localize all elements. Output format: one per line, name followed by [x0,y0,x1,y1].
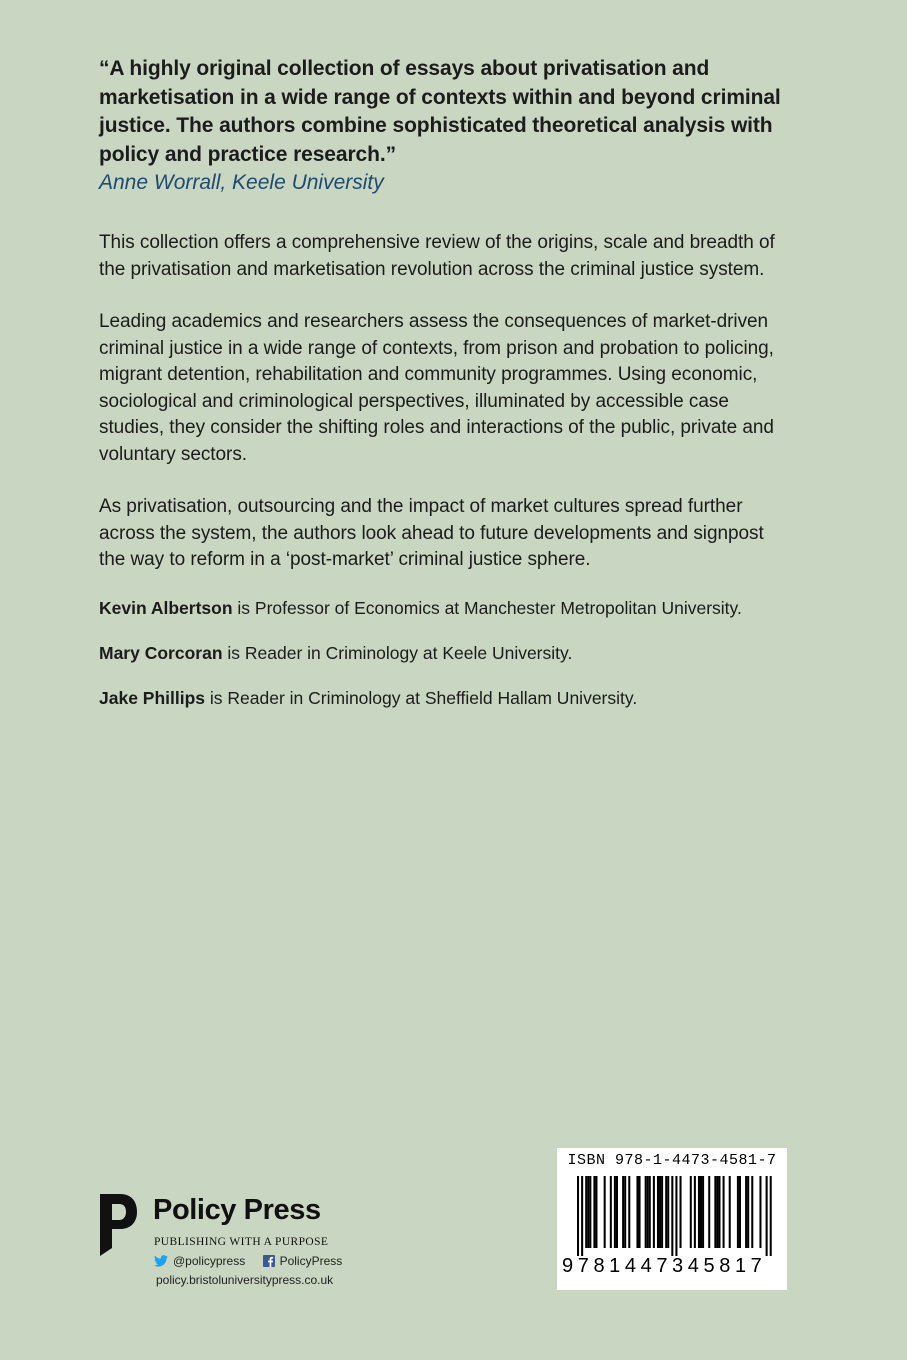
description-paragraph: As privatisation, outsourcing and the impact of market cultures spread further across the system, the authors look ahead to future developments and signpost the way to reform in a ‘post-market’ criminal justice sphere. [99,496,764,570]
barcode-bar [639,1176,641,1248]
barcode-bar [622,1176,624,1248]
endorsement-quote-block [99,55,819,197]
publisher-tagline: PUBLISHING WITH A PURPOSE [154,1236,329,1248]
barcode-bar [649,1176,651,1248]
barcode-bar [661,1176,663,1248]
publisher-name: Policy Press [153,1194,321,1226]
barcode-bar [647,1176,649,1248]
barcode-bar [671,1176,673,1256]
barcode-bar [680,1176,682,1248]
barcode-bar [636,1176,638,1248]
barcode-bar [585,1176,587,1248]
barcode-bar [645,1176,647,1248]
publisher-website[interactable]: policy.bristoluniversitypress.co.uk [156,1273,334,1287]
description-paragraph: Leading academics and researchers assess the consequences of market-driven criminal justice in a wide range of contexts, from prison and probation to policing, migrant detention, rehabilitation and community programmes. Using economic, sociological and criminological perspectives, illuminated by accessible case studies, they consider the shifting roles and interactions of the public, private and voluntary sectors. [99,311,774,465]
barcode-bar [624,1176,626,1248]
barcode-bar [587,1176,589,1248]
endorsement-attribution: Anne Worrall, Keele University [99,171,384,194]
editor-bio-text: is Reader in Criminology at Keele University. [222,642,573,663]
facebook-icon [263,1255,275,1267]
barcode-bar [665,1176,667,1248]
barcode-bar [714,1176,716,1248]
barcode-bar [659,1176,661,1248]
barcode-bar [595,1176,597,1248]
endorsement-quote: “A highly original collection of essays about privatisation and marketisation in a wide range of contexts within and beyond criminal justice. The authors combine sophisticated theoretical analysis with policy and practice research.” [99,57,781,166]
editor-bio [99,641,789,665]
barcode-bar [610,1176,612,1248]
barcode-bar [737,1176,739,1248]
barcode-bar [700,1176,702,1248]
barcode-bar [708,1176,710,1248]
barcode-bar [739,1176,741,1248]
barcode-bar [745,1176,747,1248]
barcode-bar [667,1176,669,1248]
barcode-bar [653,1176,655,1248]
barcode-bar [770,1176,772,1256]
barcode-bar [614,1176,616,1248]
facebook-handle: PolicyPress [279,1254,343,1268]
editor-bio-text: is Professor of Economics at Manchester Metropolitan University. [232,597,742,618]
barcode-bar [723,1176,725,1248]
book-description [99,230,789,731]
barcode-bar [616,1176,618,1248]
barcode-bar [657,1176,659,1248]
barcode-bar [589,1176,591,1248]
publisher-logo [98,1192,398,1292]
isbn-label: ISBN 978-1-4473-4581-7 [567,1152,777,1169]
barcode-bars [565,1176,779,1256]
barcode-bar [593,1176,595,1248]
barcode-bar [694,1176,696,1248]
barcode-bar [751,1176,753,1248]
barcode-bar [577,1176,579,1256]
isbn-barcode [557,1148,787,1290]
barcode-bar [718,1176,720,1248]
barcode-bar [581,1176,583,1256]
twitter-handle: @policypress [173,1254,246,1268]
editor-name: Jake Phillips [99,687,206,708]
ean-digits: 9781447345817 [562,1255,767,1277]
barcode-bar [675,1176,677,1256]
barcode-bar [716,1176,718,1248]
facebook-link[interactable] [263,1254,343,1268]
editor-bio [99,596,789,620]
editor-name: Kevin Albertson [99,597,233,618]
barcode-bar [766,1176,768,1256]
twitter-link[interactable] [154,1254,245,1268]
policy-press-p-icon [98,1192,138,1258]
barcode-bar [702,1176,704,1248]
description-paragraph: This collection offers a comprehensive review of the origins, scale and breadth of the privatisation and marketisation revolution across the criminal justice system. [99,232,775,280]
barcode-bar [628,1176,630,1248]
social-links [154,1254,356,1270]
barcode-bar [759,1176,761,1248]
editor-bio [99,686,789,710]
barcode-bar [690,1176,692,1248]
barcode-bar [698,1176,700,1248]
editor-bio-text: is Reader in Criminology at Sheffield Hallam University. [205,687,638,708]
twitter-icon [154,1255,168,1267]
barcode-bar [747,1176,749,1248]
barcode-bar [729,1176,731,1248]
barcode-bar [604,1176,606,1248]
editor-name: Mary Corcoran [99,642,223,663]
